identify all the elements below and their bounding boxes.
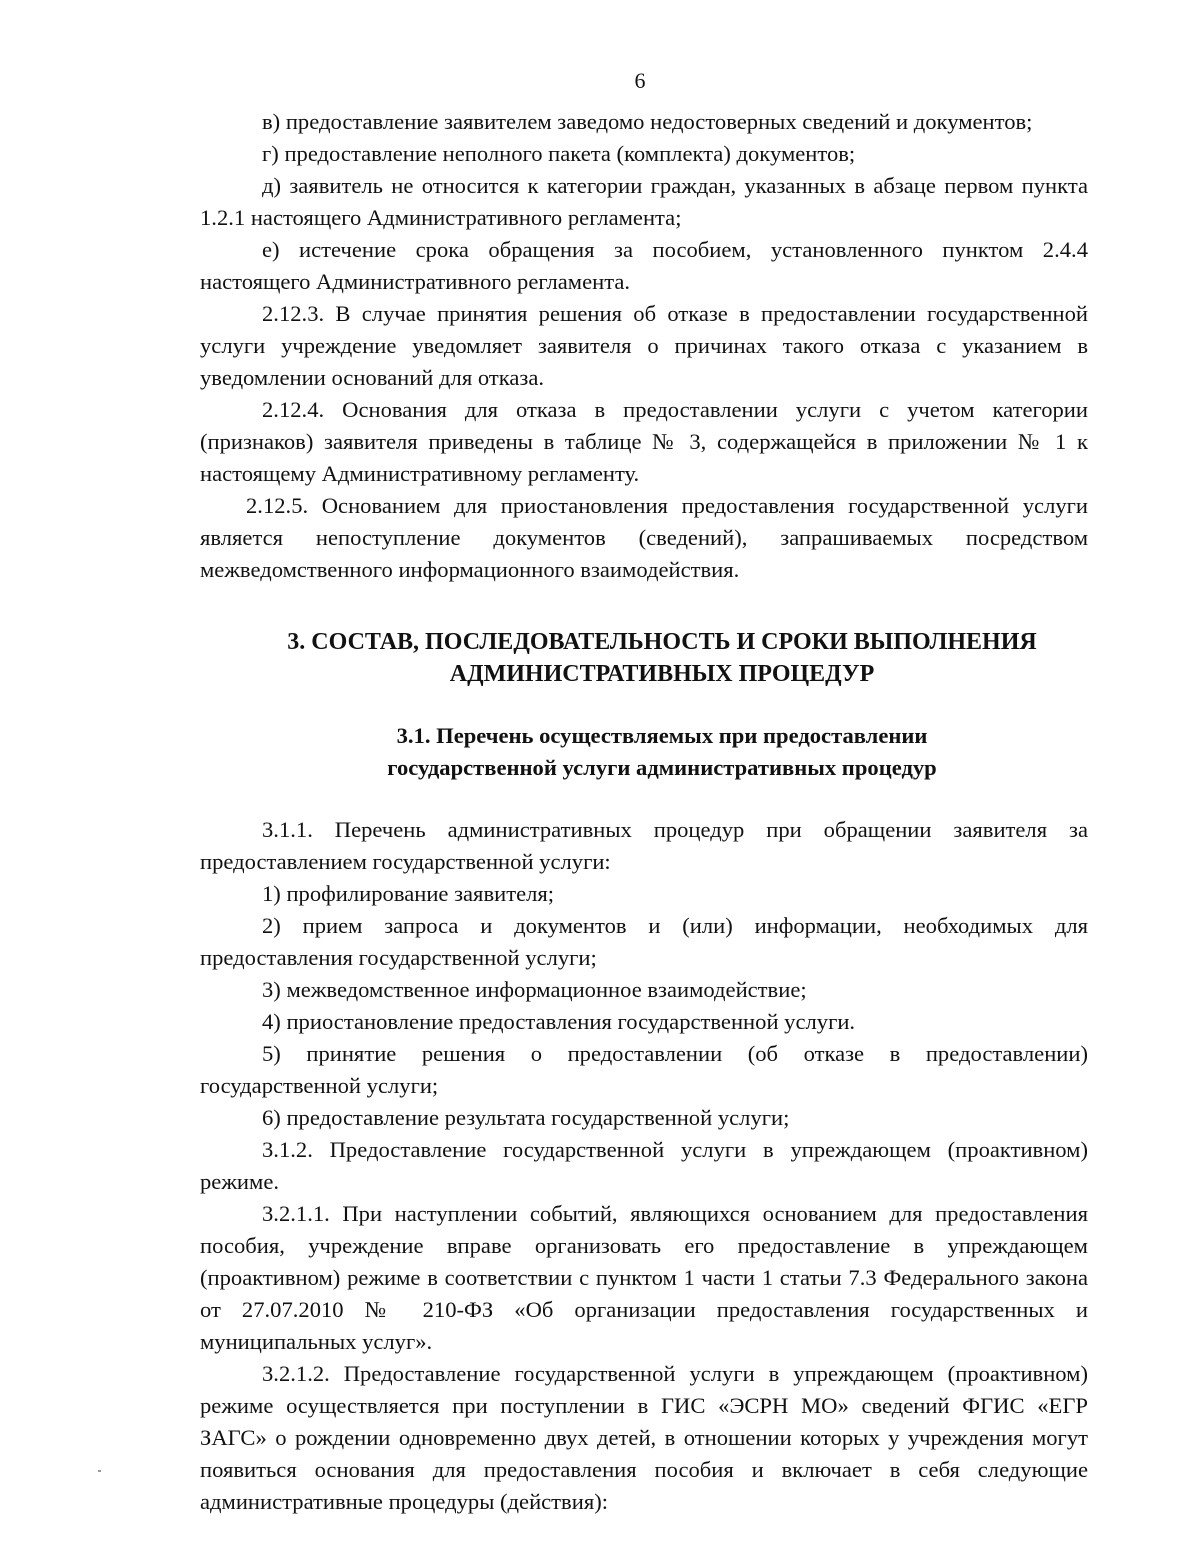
list-item-5: 5) принятие решения о предоставлении (об отказе в предоставлении) государственной услуги; (200, 1041, 1088, 1098)
paragraph-item-g: г) предоставление неполного пакета (комплекта) документов; (262, 141, 856, 166)
paragraph-item-e: е) истечение срока обращения за пособием, установленного пунктом 2.4.4 настоящего Административного регламента. (200, 237, 1088, 294)
list-item-1: 1) профилирование заявителя; (262, 881, 555, 906)
paragraph-item-v: в) предоставление заявителем заведомо недостоверных сведений и документов; (262, 109, 1033, 134)
list-item-6: 6) предоставление результата государственной услуги; (262, 1105, 790, 1130)
paragraph-3-1-1: 3.1.1. Перечень административных процедур при обращении заявителя за предоставлением государственной услуги: (200, 817, 1088, 874)
paragraph-3-1-2: 3.1.2. Предоставление государственной услуги в упреждающем (проактивном) режиме. (200, 1137, 1088, 1194)
document-body (200, 106, 1088, 1518)
paragraph-2-12-3: 2.12.3. В случае принятия решения об отказе в предоставлении государственной услуги учреждение уведомляет заявителя о причинах такого отказа с указанием в уведомлении оснований для отказа. (200, 301, 1088, 390)
paragraph-2-12-5: 2.12.5. Основанием для приостановления предоставления государственной услуги является непоступление документов (сведений), запрашиваемых посредством межведомственного информационного взаимодействия. (200, 493, 1088, 582)
paragraph-item-d: д) заявитель не относится к категории граждан, указанных в абзаце первом пункта 1.2.1 настоящего Административного регламента; (200, 173, 1088, 230)
list-item-3: 3) межведомственное информационное взаимодействие; (262, 977, 807, 1002)
section-heading (200, 626, 1088, 690)
subsection-heading-line-2: государственной услуги административных процедур (387, 755, 937, 780)
page-number: 6 (634, 68, 646, 93)
list-item-2: 2) прием запроса и документов и (или) информации, необходимых для предоставления государственной услуги; (200, 913, 1088, 970)
subsection-heading (200, 720, 1088, 784)
section-heading-line-2: АДМИНИСТРАТИВНЫХ ПРОЦЕДУР (449, 661, 875, 687)
list-item-4: 4) приостановление предоставления государственной услуги. (262, 1009, 856, 1034)
paragraph-2-12-4: 2.12.4. Основания для отказа в предоставлении услуги с учетом категории (признаков) заявителя приведены в таблице № 3, содержащейся в приложении № 1 к настоящему Административному регламенту. (200, 397, 1088, 486)
paragraph-3-2-1-2: 3.2.1.2. Предоставление государственной услуги в упреждающем (проактивном) режиме осуществляется при поступлении в ГИС «ЭСРН МО» сведений ФГИС «ЕГР ЗАГС» о рождении одновременно двух детей, в отношении которых у учреждения могут появиться основания для предоставления пособия и включает в себя следующие административные процедуры (действия): (200, 1361, 1088, 1514)
subsection-heading-line-1: 3.1. Перечень осуществляемых при предоставлении (396, 723, 928, 748)
scan-speck (98, 1470, 101, 1472)
paragraph-3-2-1-1: 3.2.1.1. При наступлении событий, являющихся основанием для предоставления пособия, учреждение вправе организовать его предоставление в упреждающем (проактивном) режиме в соответствии с пунктом 1 части 1 статьи 7.3 Федерального закона от 27.07.2010 № 210-ФЗ «Об организации предоставления государственных и муниципальных услуг». (200, 1201, 1088, 1354)
section-heading-line-1: 3. СОСТАВ, ПОСЛЕДОВАТЕЛЬНОСТЬ И СРОКИ ВЫПОЛНЕНИЯ (287, 629, 1037, 655)
